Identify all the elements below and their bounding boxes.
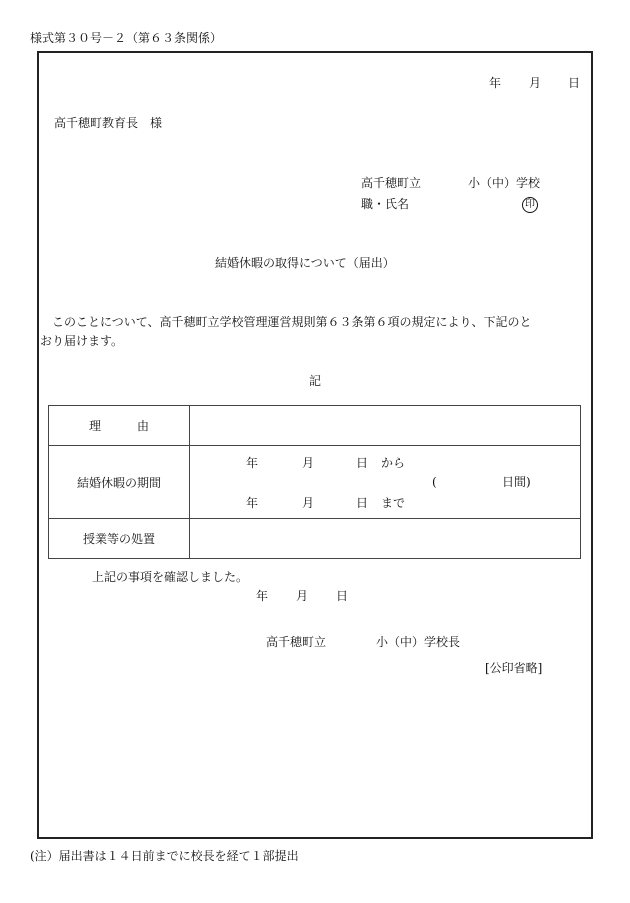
from-month: 月: [302, 456, 315, 470]
confirm-year: 年: [256, 589, 269, 603]
seal-omitted: [公印省略]: [485, 661, 543, 675]
to-day: 日: [356, 496, 369, 510]
date-month: 月: [529, 76, 542, 90]
to-year: 年: [246, 496, 259, 510]
table-row-reason: [49, 406, 581, 446]
leave-form-table: [48, 405, 581, 559]
class-value[interactable]: [190, 519, 581, 559]
class-label: 授業等の処置: [49, 519, 190, 559]
reason-value[interactable]: [190, 406, 581, 446]
form-number-label: 様式第３０号－２（第６３条関係）: [30, 31, 223, 45]
footnote: (注）届出書は１４日前までに校長を経て１部提出: [30, 849, 299, 863]
confirm-month: 月: [296, 589, 309, 603]
seal-mark: [522, 196, 538, 213]
date-day: 日: [568, 76, 581, 90]
confirm-day: 日: [336, 589, 349, 603]
addressee: 高千穂町教育長 様: [54, 116, 163, 130]
sender-school-prefix: 高千穂町立: [361, 176, 422, 190]
period-value[interactable]: [190, 446, 581, 519]
body-line-2: おり届けます。: [40, 334, 124, 348]
days-close: 日間): [502, 475, 531, 489]
table-row-period: [49, 446, 581, 519]
sender-school-suffix: 小（中）学校: [468, 176, 541, 190]
from-suffix: から: [381, 456, 406, 470]
seal-char: 印: [522, 197, 538, 213]
to-month: 月: [302, 496, 315, 510]
table-row-class: [49, 519, 581, 559]
sender-name-label: 職・氏名: [361, 197, 410, 211]
ki-label: 記: [309, 374, 322, 388]
date-year: 年: [489, 76, 502, 90]
to-suffix: まで: [381, 496, 406, 510]
confirm-text: 上記の事項を確認しました。: [92, 570, 249, 584]
principal-school-prefix: 高千穂町立: [266, 635, 327, 649]
reason-label: 理 由: [49, 406, 190, 446]
document-title: 結婚休暇の取得について（届出）: [215, 256, 395, 270]
body-line-1: このことについて、高千穂町立学校管理運営規則第６３条第６項の規定により、下記のと: [40, 315, 532, 329]
from-year: 年: [246, 456, 259, 470]
days-open: (: [432, 475, 437, 489]
from-day: 日: [356, 456, 369, 470]
period-label: 結婚休暇の期間: [49, 446, 190, 519]
principal-school-suffix: 小（中）学校長: [376, 635, 461, 649]
